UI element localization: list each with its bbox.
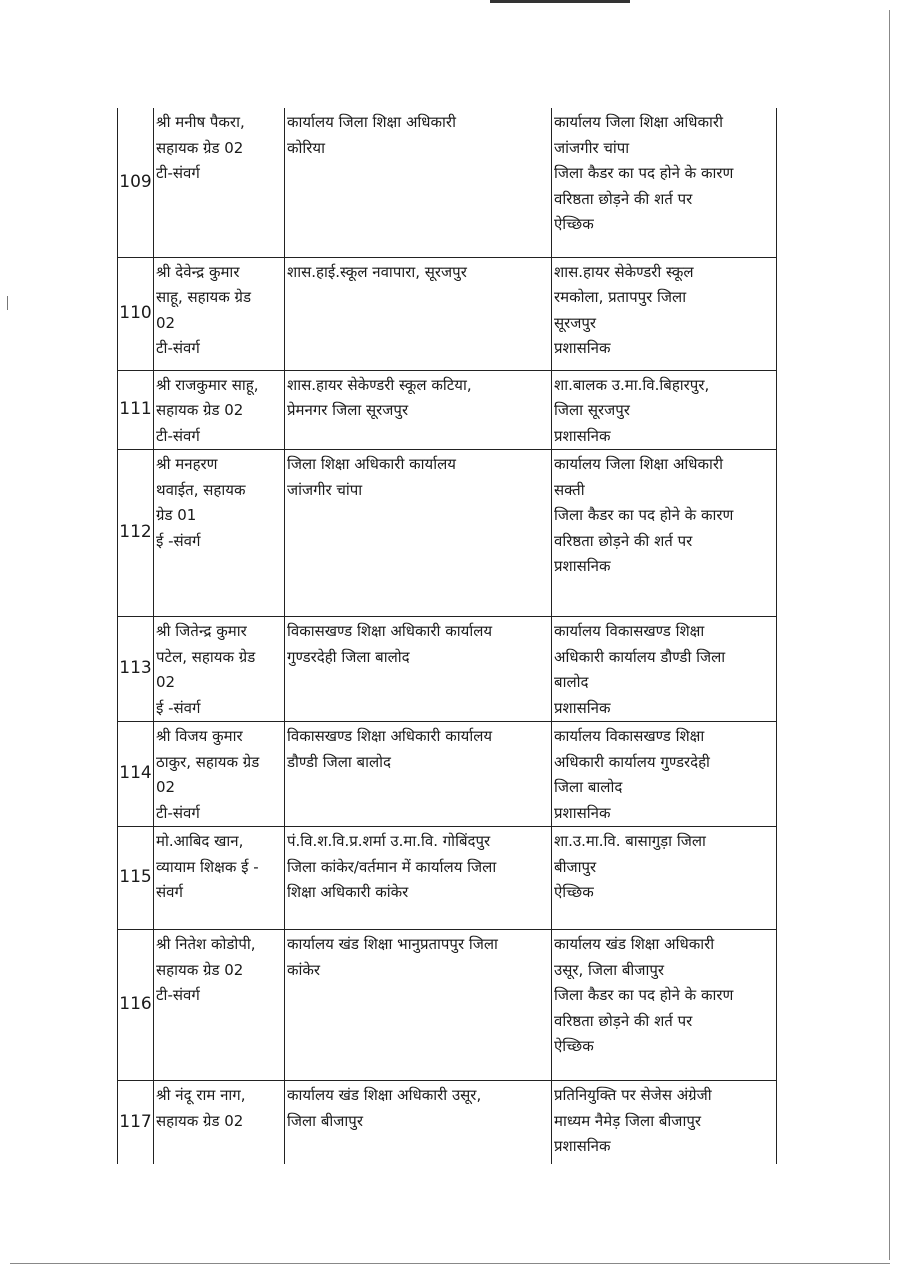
new-posting-line: कार्यालय विकासखण्ड शिक्षा: [554, 622, 705, 640]
employee-line: सहायक ग्रेड 02: [156, 401, 244, 419]
new-posting-line: कार्यालय खंड शिक्षा अधिकारी: [554, 935, 715, 953]
employee-line: साहू, सहायक ग्रेड: [156, 288, 251, 306]
scan-edge-bottom: [10, 1263, 890, 1264]
new-posting-line: सूरजपुर: [554, 313, 597, 332]
current-posting-cell: [285, 370, 552, 450]
new-posting-line: प्रतिनियुक्ति पर सेजेस अंग्रेजी: [554, 1086, 712, 1104]
current-posting-line: कांकेर: [287, 960, 321, 979]
new-posting-cell: [552, 930, 777, 1081]
current-posting-line: गुण्डरदेही जिला बालोद: [287, 647, 410, 666]
new-posting-line: प्रशासनिक: [554, 339, 611, 357]
current-posting-line: शिक्षा अधिकारी कांकेर: [287, 883, 409, 901]
table-row: [118, 108, 777, 257]
serial-number: 116: [118, 930, 154, 1081]
employee-cell: [154, 257, 285, 370]
current-posting-cell: [285, 1081, 552, 1164]
table-row: [118, 257, 777, 370]
current-posting-line: कार्यालय खंड शिक्षा अधिकारी उसूर,: [287, 1086, 482, 1104]
current-posting-line: शास.हायर सेकेण्डरी स्कूल कटिया,: [287, 375, 472, 394]
new-posting-line: जिला कैडर का पद होने के कारण: [554, 164, 734, 182]
current-posting-cell: [285, 722, 552, 827]
employee-line: 02: [156, 778, 176, 796]
new-posting-cell: [552, 450, 777, 617]
employee-cell: [154, 930, 285, 1081]
new-posting-line: वरिष्ठता छोड़ने की शर्त पर: [554, 189, 693, 208]
employee-line: श्री देवेन्द्र कुमार: [156, 262, 240, 281]
scan-edge-right: [889, 10, 890, 1260]
employee-line: टी-संवर्ग: [156, 803, 200, 822]
current-posting-line: पं.वि.श.वि.प्र.शर्मा उ.मा.वि. गोबिंदपुर: [287, 832, 491, 850]
employee-line: पटेल, सहायक ग्रेड: [156, 647, 256, 666]
table-row: [118, 450, 777, 617]
current-posting-cell: [285, 827, 552, 930]
employee-line: श्री मनहरण: [156, 455, 218, 473]
current-posting-cell: [285, 930, 552, 1081]
new-posting-line: प्रशासनिक: [554, 426, 611, 445]
new-posting-line: कार्यालय जिला शिक्षा अधिकारी: [554, 455, 723, 473]
current-posting-line: कार्यालय जिला शिक्षा अधिकारी: [287, 113, 456, 131]
employee-line: टी-संवर्ग: [156, 164, 200, 182]
current-posting-cell: [285, 617, 552, 722]
serial-number: 115: [118, 827, 154, 930]
new-posting-cell: [552, 1081, 777, 1164]
new-posting-line: जिला कैडर का पद होने के कारण: [554, 986, 734, 1004]
current-posting-line: जिला शिक्षा अधिकारी कार्यालय: [287, 455, 456, 473]
employee-line: ई -संवर्ग: [156, 698, 201, 717]
employee-line: व्यायाम शिक्षक ई -: [156, 857, 259, 876]
serial-number: 113: [118, 617, 154, 722]
new-posting-line: अधिकारी कार्यालय डौण्डी जिला: [554, 647, 726, 666]
new-posting-line: वरिष्ठता छोड़ने की शर्त पर: [554, 531, 693, 550]
serial-number: 117: [118, 1081, 154, 1164]
table-row: [118, 827, 777, 930]
employee-line: टी-संवर्ग: [156, 986, 200, 1004]
new-posting-line: माध्यम नैमेड़ जिला बीजापुर: [554, 1111, 701, 1130]
new-posting-cell: [552, 370, 777, 450]
new-posting-line: प्रशासनिक: [554, 698, 611, 717]
employee-line: श्री राजकुमार साहू,: [156, 375, 259, 394]
employee-cell: [154, 617, 285, 722]
employee-line: श्री मनीष पैकरा,: [156, 113, 245, 131]
employee-line: सहायक ग्रेड 02: [156, 960, 244, 979]
employee-line: सहायक ग्रेड 02: [156, 1111, 244, 1130]
employee-line: टी-संवर्ग: [156, 426, 200, 445]
scan-mark-left: [7, 296, 8, 310]
new-posting-line: बालोद: [554, 673, 589, 691]
new-posting-line: जांजगीर चांपा: [554, 138, 630, 157]
current-posting-line: जिला बीजापुर: [287, 1111, 363, 1130]
new-posting-line: कार्यालय जिला शिक्षा अधिकारी: [554, 113, 723, 131]
employee-line: श्री नितेश कोडोपी,: [156, 935, 256, 953]
employee-cell: [154, 108, 285, 257]
employee-cell: [154, 1081, 285, 1164]
new-posting-cell: [552, 617, 777, 722]
employee-line: ठाकुर, सहायक ग्रेड: [156, 752, 260, 771]
new-posting-line: वरिष्ठता छोड़ने की शर्त पर: [554, 1011, 693, 1030]
current-posting-line: कोरिया: [287, 138, 326, 157]
employee-line: ई -संवर्ग: [156, 531, 201, 550]
transfer-table-body: [118, 108, 777, 1164]
new-posting-line: अधिकारी कार्यालय गुण्डरदेही: [554, 752, 710, 771]
new-posting-line: प्रशासनिक: [554, 803, 611, 822]
employee-line: श्री विजय कुमार: [156, 727, 243, 745]
new-posting-line: शा.उ.मा.वि. बासागुड़ा जिला: [554, 832, 706, 850]
table-row: [118, 370, 777, 450]
employee-cell: [154, 722, 285, 827]
new-posting-line: शास.हायर सेकेण्डरी स्कूल: [554, 262, 694, 281]
serial-number: 109: [118, 108, 154, 257]
new-posting-line: प्रशासनिक: [554, 557, 611, 575]
current-posting-line: प्रेमनगर जिला सूरजपुर: [287, 401, 409, 419]
current-posting-cell: [285, 108, 552, 257]
current-posting-line: विकासखण्ड शिक्षा अधिकारी कार्यालय: [287, 727, 493, 745]
current-posting-cell: [285, 450, 552, 617]
employee-line: श्री नंदू राम नाग,: [156, 1086, 246, 1104]
new-posting-line: जिला कैडर का पद होने के कारण: [554, 506, 734, 524]
new-posting-cell: [552, 108, 777, 257]
current-posting-cell: [285, 257, 552, 370]
new-posting-line: सक्ती: [554, 480, 585, 499]
serial-number: 110: [118, 257, 154, 370]
new-posting-line: जिला सूरजपुर: [554, 401, 630, 419]
current-posting-line: कार्यालय खंड शिक्षा भानुप्रतापपुर जिला: [287, 935, 498, 953]
new-posting-line: जिला बालोद: [554, 778, 623, 796]
current-posting-line: शास.हाई.स्कूल नवापारा, सूरजपुर: [287, 262, 467, 281]
serial-number: 112: [118, 450, 154, 617]
current-posting-line: डौण्डी जिला बालोद: [287, 752, 392, 771]
new-posting-line: प्रशासनिक: [554, 1137, 611, 1155]
current-posting-line: विकासखण्ड शिक्षा अधिकारी कार्यालय: [287, 622, 493, 640]
new-posting-line: उसूर, जिला बीजापुर: [554, 960, 664, 979]
new-posting-line: कार्यालय विकासखण्ड शिक्षा: [554, 727, 705, 745]
transfer-table: [117, 108, 777, 1164]
employee-cell: [154, 450, 285, 617]
serial-number: 111: [118, 370, 154, 450]
serial-number: 114: [118, 722, 154, 827]
employee-cell: [154, 370, 285, 450]
table-row: [118, 617, 777, 722]
employee-line: 02: [156, 673, 176, 691]
employee-line: मो.आबिद खान,: [156, 832, 244, 850]
employee-line: संवर्ग: [156, 883, 183, 901]
scan-edge-top: [490, 0, 630, 3]
employee-line: सहायक ग्रेड 02: [156, 138, 244, 157]
new-posting-line: रमकोला, प्रतापपुर जिला: [554, 288, 687, 306]
new-posting-line: ऐच्छिक: [554, 883, 594, 901]
employee-line: थवाईत, सहायक: [156, 480, 246, 499]
new-posting-cell: [552, 827, 777, 930]
current-posting-line: जांजगीर चांपा: [287, 480, 363, 499]
current-posting-line: जिला कांकेर/वर्तमान में कार्यालय जिला: [287, 857, 497, 876]
table-row: [118, 1081, 777, 1164]
new-posting-line: शा.बालक उ.मा.वि.बिहारपुर,: [554, 375, 710, 394]
employee-cell: [154, 827, 285, 930]
table-row: [118, 930, 777, 1081]
new-posting-cell: [552, 257, 777, 370]
new-posting-line: बीजापुर: [554, 857, 597, 876]
table-row: [118, 722, 777, 827]
employee-line: 02: [156, 313, 176, 332]
new-posting-cell: [552, 722, 777, 827]
employee-line: टी-संवर्ग: [156, 339, 200, 357]
new-posting-line: ऐच्छिक: [554, 1037, 594, 1055]
employee-line: श्री जितेन्द्र कुमार: [156, 622, 247, 640]
new-posting-line: ऐच्छिक: [554, 215, 594, 233]
employee-line: ग्रेड 01: [156, 506, 197, 524]
